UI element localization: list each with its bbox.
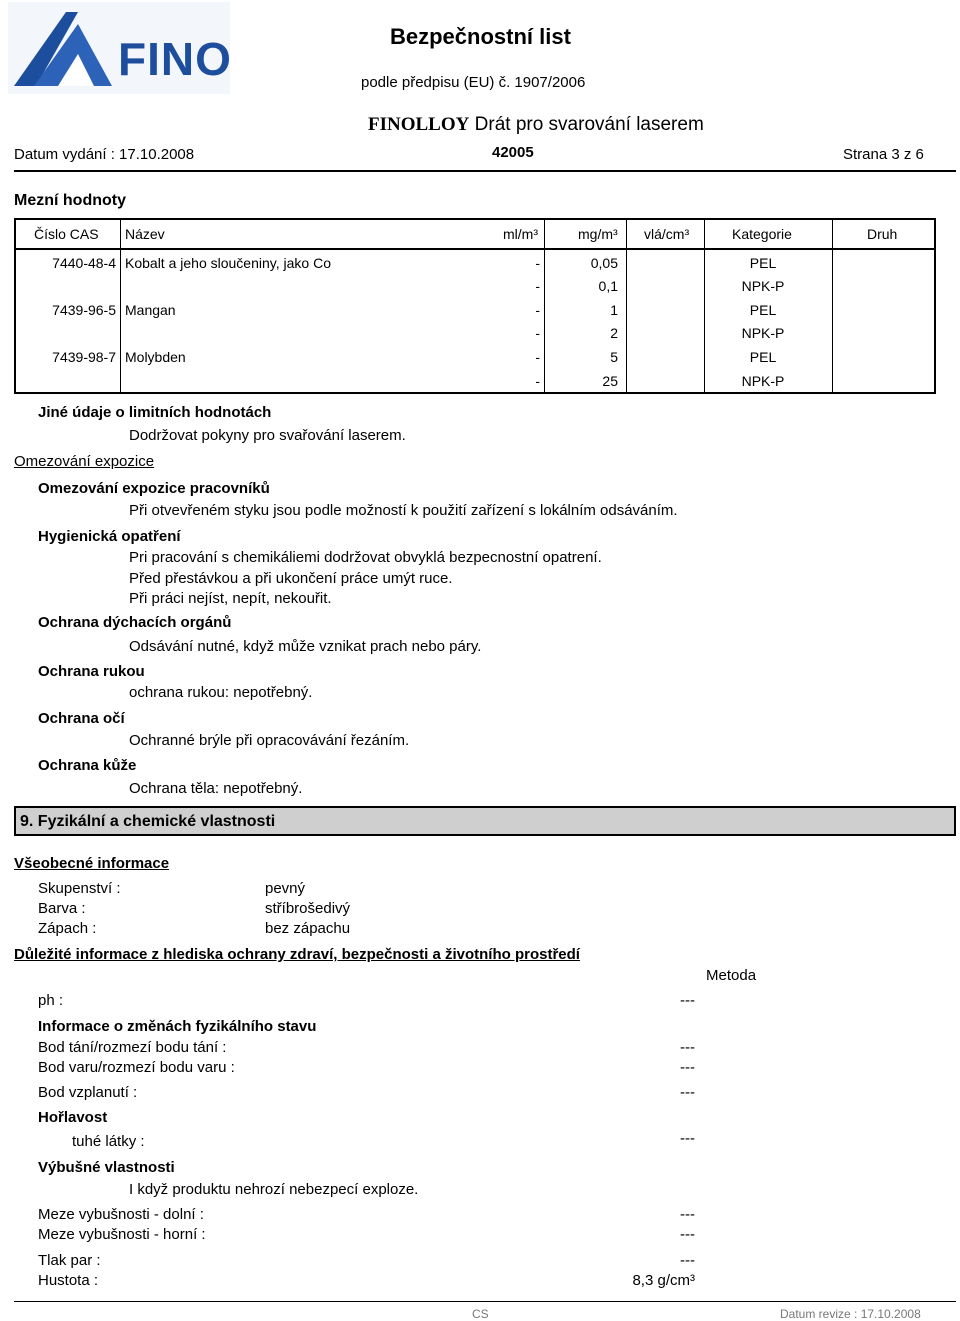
- product-code: 42005: [492, 144, 534, 161]
- lower-limit-value: ---: [680, 1206, 695, 1223]
- cell-mg: 25: [602, 373, 618, 389]
- density-label: Hustota :: [38, 1272, 99, 1289]
- page-number: Strana 3 z 6: [843, 146, 924, 163]
- cell-category: PEL: [749, 349, 777, 365]
- cell-ml: -: [535, 373, 540, 389]
- footer-divider: [14, 1301, 956, 1302]
- col-header-mg: mg/m³: [578, 226, 618, 242]
- skin-heading: Ochrana kůže: [38, 757, 137, 774]
- explosive-text: I když produktu nehrozí nebezpecí exploze.: [129, 1181, 419, 1198]
- col-divider: [626, 220, 627, 392]
- cell-ml: -: [535, 349, 540, 365]
- other-limits-heading: Jiné údaje o limitních hodnotách: [38, 404, 272, 421]
- cell-name: Mangan: [125, 302, 176, 318]
- ph-label: ph :: [38, 992, 64, 1009]
- cell-category: PEL: [749, 255, 777, 271]
- eyes-text: Ochranné brýle při opracovávání řezáním.: [129, 732, 410, 749]
- col-header-vla: vlá/cm³: [644, 226, 690, 242]
- cell-category: PEL: [749, 302, 777, 318]
- limits-heading: Mezní hodnoty: [14, 192, 126, 209]
- respiratory-heading: Ochrana dýchacích orgánů: [38, 614, 232, 631]
- document-subtitle: podle předpisu (EU) č. 1907/2006: [361, 74, 586, 91]
- cell-mg: 0,05: [590, 255, 618, 271]
- vapor-pressure-value: ---: [680, 1252, 695, 1269]
- cell-ml: -: [535, 255, 540, 271]
- cell-mg: 5: [610, 349, 618, 365]
- general-label: Barva :: [38, 900, 86, 917]
- solids-label: tuhé látky :: [72, 1133, 145, 1150]
- respiratory-text: Odsávání nutné, když může vznikat prach nebo páry.: [129, 638, 482, 655]
- flash-label: Bod vzplanutí :: [38, 1084, 138, 1101]
- product-name: Drát pro svarování laserem: [474, 114, 704, 135]
- hygiene-line: Pri pracování s chemikáliemi dodržovat obvyklá bezpecnostní opatrení.: [129, 549, 602, 566]
- product-brand: FINOLLOY: [368, 114, 470, 135]
- hygiene-line: Při práci nejíst, nepít, nekouřit.: [129, 590, 332, 607]
- cell-name: Molybden: [125, 349, 186, 365]
- section-9-heading: 9. Fyzikální a chemické vlastnosti: [20, 813, 276, 830]
- density-value: 8,3 g/cm³: [632, 1272, 695, 1289]
- workers-text: Při otvevřeném styku jsou podle možností k použití zařízení s lokálním odsáváním.: [129, 502, 678, 519]
- cell-mg: 0,1: [598, 278, 618, 294]
- other-limits-text: Dodržovat pokyny pro svařování laserem.: [129, 427, 406, 444]
- general-label: Zápach :: [38, 920, 97, 937]
- col-divider: [544, 220, 545, 392]
- boiling-label: Bod varu/rozmezí bodu varu :: [38, 1059, 235, 1076]
- header-divider: [14, 170, 956, 172]
- product-heading: [368, 114, 704, 136]
- col-header-ml: ml/m³: [503, 226, 538, 242]
- col-divider: [120, 220, 121, 392]
- cell-cas: 7439-96-5: [52, 302, 116, 318]
- general-value: pevný: [265, 880, 306, 897]
- cell-cas: 7439-98-7: [52, 349, 116, 365]
- cell-category: NPK-P: [741, 373, 785, 389]
- method-label: Metoda: [706, 967, 757, 984]
- cell-cas: 7440-48-4: [52, 255, 116, 271]
- skin-text: Ochrana těla: nepotřebný.: [129, 780, 303, 797]
- col-header-category: Kategorie: [732, 226, 792, 242]
- exposure-heading: Omezování expozice: [14, 453, 155, 470]
- company-logo: [8, 2, 230, 94]
- general-value: bez zápachu: [265, 920, 351, 937]
- important-info-heading: Důležité informace z hlediska ochrany zdraví, bezpečnosti a životního prostředí: [14, 946, 580, 963]
- melting-label: Bod tání/rozmezí bodu tání :: [38, 1039, 227, 1056]
- table-header-divider: [16, 248, 934, 250]
- section-9-bar: [14, 806, 956, 836]
- issue-date: Datum vydání : 17.10.2008: [14, 146, 195, 163]
- logo-text: FINO: [118, 33, 232, 85]
- hands-text: ochrana rukou: nepotřebný.: [129, 684, 313, 701]
- hygiene-heading: Hygienická opatření: [38, 528, 181, 545]
- explosive-heading: Výbušné vlastnosti: [38, 1159, 175, 1176]
- col-header-type: Druh: [867, 226, 898, 242]
- flash-value: ---: [680, 1084, 695, 1101]
- boiling-value: ---: [680, 1059, 695, 1076]
- upper-limit-label: Meze vybušnosti - horní :: [38, 1226, 206, 1243]
- general-label: Skupenství :: [38, 880, 121, 897]
- hygiene-line: Před přestávkou a při ukončení práce umýt ruce.: [129, 570, 453, 587]
- document-title: Bezpečnostní list: [390, 24, 571, 49]
- cell-name: Kobalt a jeho sloučeniny, jako Co: [125, 255, 331, 271]
- cell-category: NPK-P: [741, 278, 785, 294]
- cell-mg: 2: [610, 325, 618, 341]
- cell-ml: -: [535, 278, 540, 294]
- vapor-pressure-label: Tlak par :: [38, 1252, 101, 1269]
- ph-value: ---: [680, 992, 695, 1009]
- solids-value: ---: [680, 1130, 695, 1147]
- cell-mg: 1: [610, 302, 618, 318]
- general-info-heading: Všeobecné informace: [14, 855, 170, 872]
- upper-limit-value: ---: [680, 1226, 695, 1243]
- cell-ml: -: [535, 325, 540, 341]
- col-divider: [832, 220, 833, 392]
- footer-revision-date: Datum revize : 17.10.2008: [780, 1307, 921, 1321]
- general-value: stříbrošedivý: [265, 900, 351, 917]
- lower-limit-label: Meze vybušnosti - dolní :: [38, 1206, 204, 1223]
- col-header-name: Název: [125, 226, 165, 242]
- state-change-heading: Informace o změnách fyzikálního stavu: [38, 1018, 317, 1035]
- cell-ml: -: [535, 302, 540, 318]
- cell-category: NPK-P: [741, 325, 785, 341]
- eyes-heading: Ochrana očí: [38, 710, 125, 727]
- workers-heading: Omezování expozice pracovníků: [38, 480, 270, 497]
- hands-heading: Ochrana rukou: [38, 663, 145, 680]
- col-header-cas: Číslo CAS: [34, 226, 99, 242]
- melting-value: ---: [680, 1039, 695, 1056]
- footer-language: CS: [472, 1307, 489, 1321]
- flammability-heading: Hořlavost: [38, 1109, 108, 1126]
